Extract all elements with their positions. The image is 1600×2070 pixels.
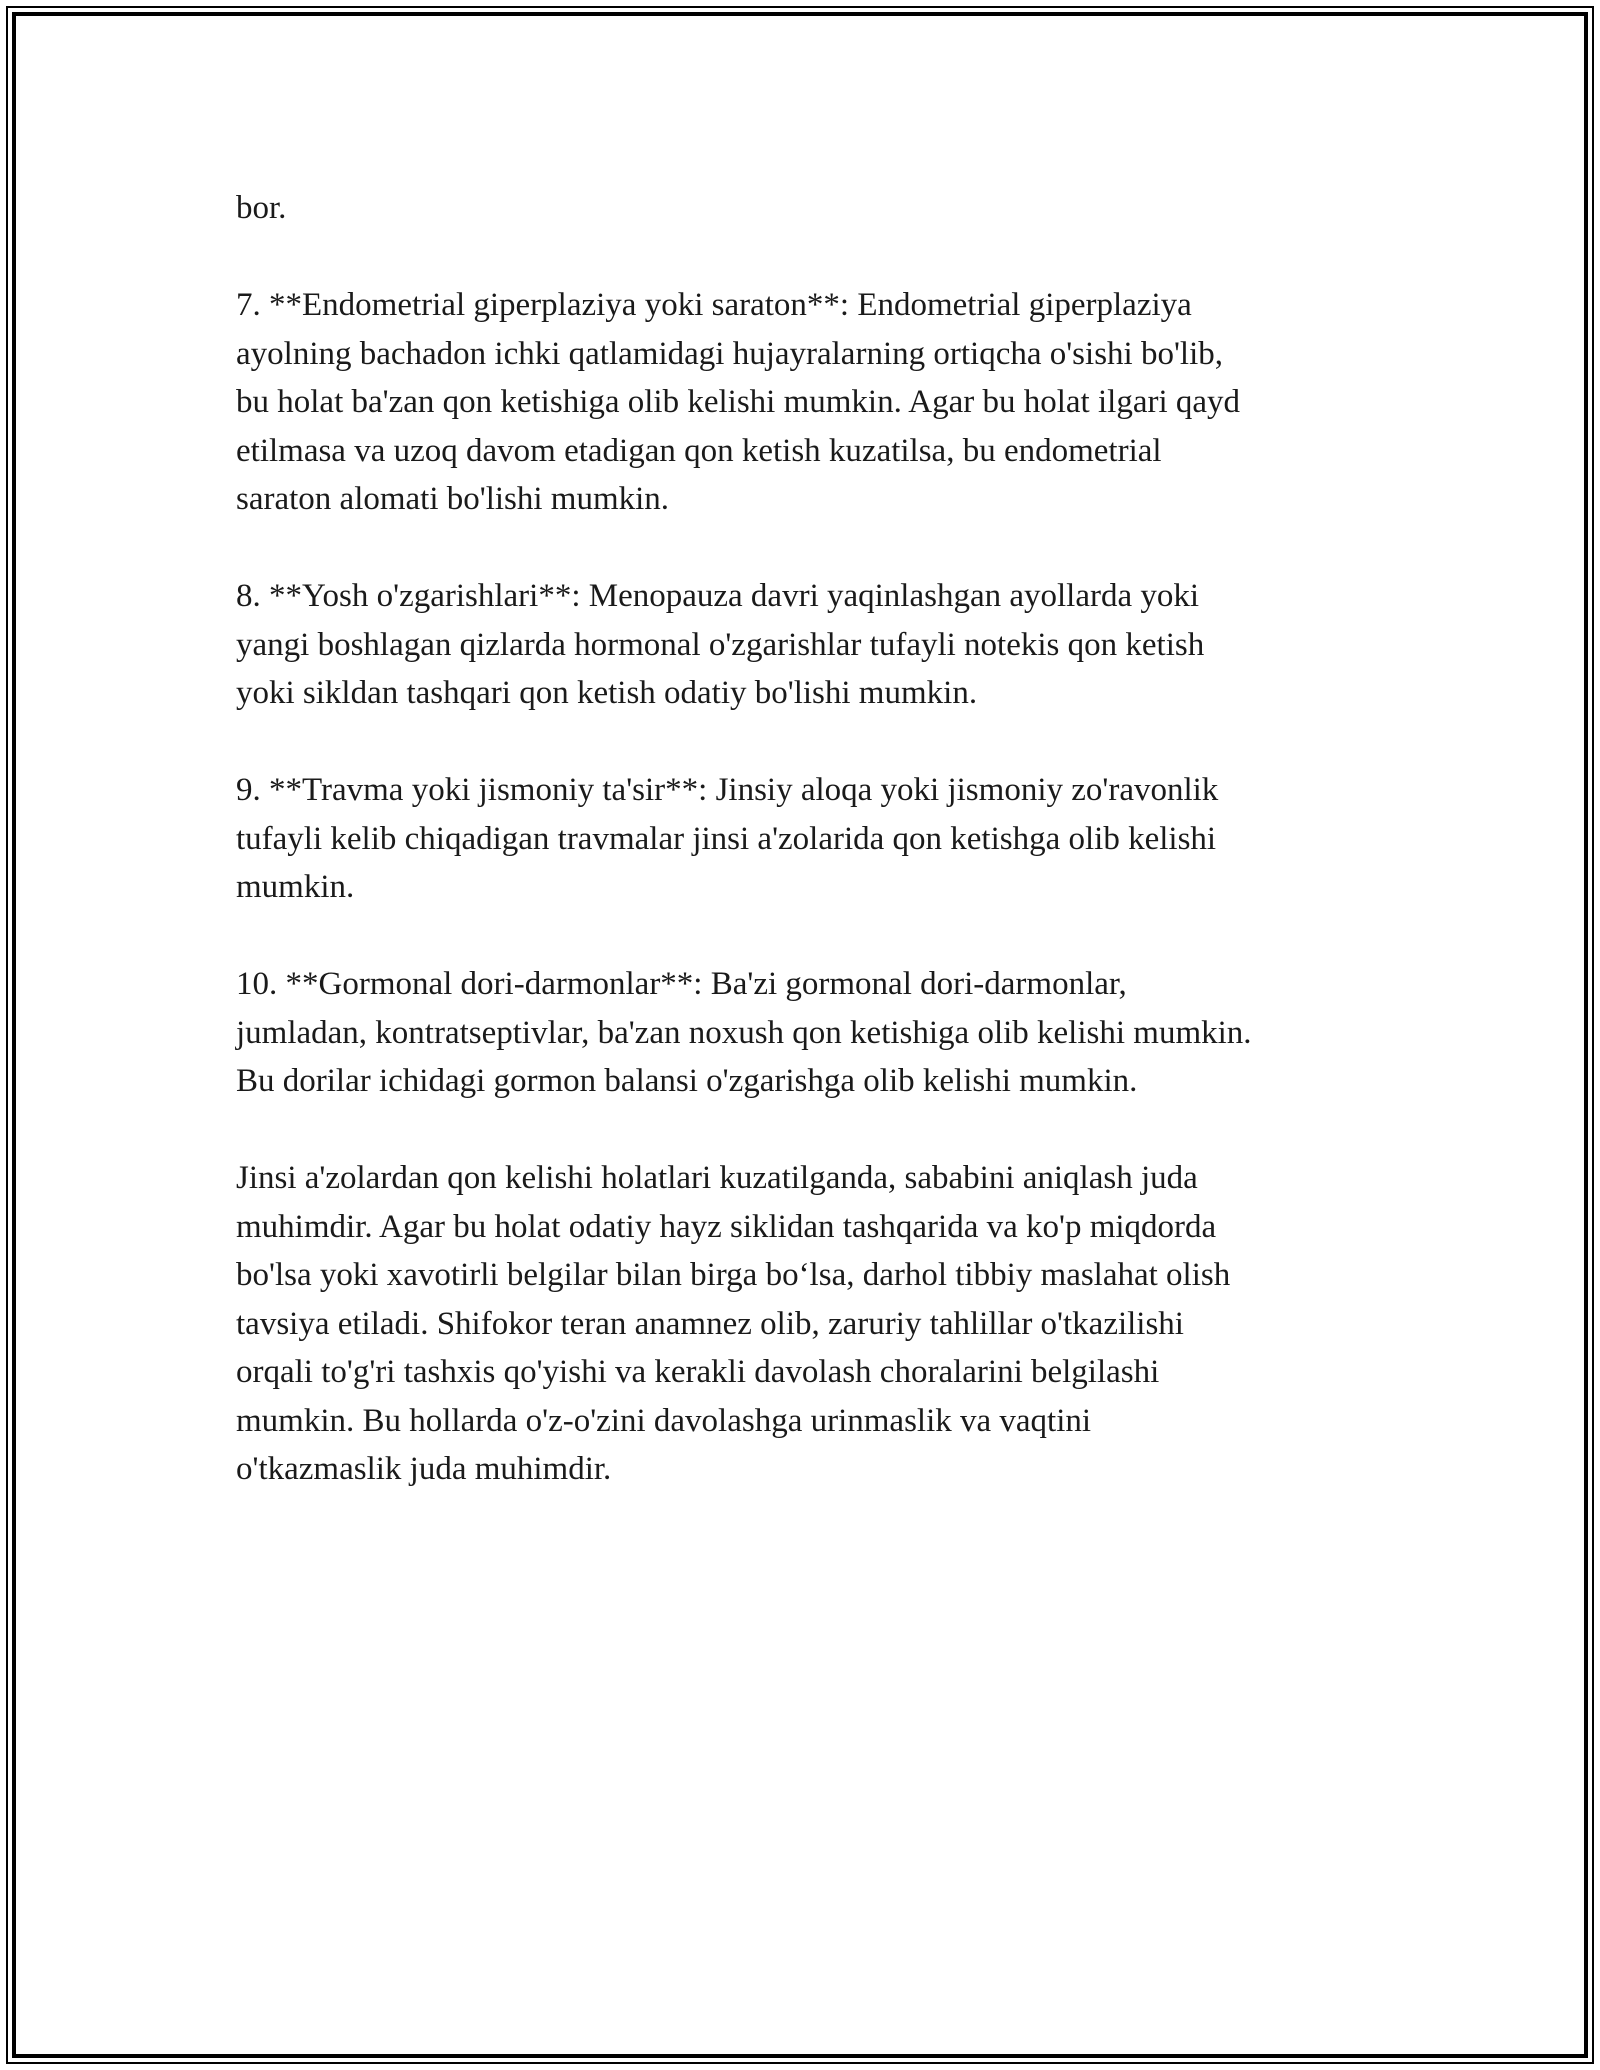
text-line: yangi boshlagan qizlarda hormonal o'zgarishlar tufayli notekis qon ketish bbox=[236, 626, 1205, 663]
text-line: ayolning bachadon ichki qatlamidagi hujayralarning ortiqcha o'sishi bo'lib, bbox=[236, 335, 1223, 372]
text-line: Bu dorilar ichidagi gormon balansi o'zgarishga olib kelishi mumkin. bbox=[236, 1063, 1138, 1099]
text-line: bor. bbox=[236, 190, 287, 226]
text-line: yoki sikldan tashqari qon ketish odatiy bo'lishi mumkin. bbox=[236, 675, 978, 711]
paragraph-continuation bbox=[236, 184, 1396, 233]
paragraph-item-9 bbox=[236, 766, 1396, 912]
text-line: bu holat ba'zan qon ketishiga olib kelishi mumkin. Agar bu holat ilgari qayd bbox=[236, 384, 1241, 420]
text-line: saraton alomati bo'lishi mumkin. bbox=[236, 481, 670, 517]
text-line: orqali to'g'ri tashxis qo'yishi va kerakli davolash choralarini belgilashi bbox=[236, 1354, 1160, 1390]
text-line: mumkin. bbox=[236, 869, 355, 905]
paragraph-item-7 bbox=[236, 281, 1396, 524]
text-line: mumkin. Bu hollarda o'z-o'zini davolashga urinmaslik va vaqtini bbox=[236, 1402, 1092, 1439]
paragraph-item-10 bbox=[236, 960, 1396, 1106]
text-line: 8. **Yosh o'zgarishlari**: Menopauza davri yaqinlashgan ayollarda yoki bbox=[236, 578, 1200, 614]
text-line: 10. **Gormonal dori-darmonlar**: Ba'zi gormonal dori-darmonlar, bbox=[236, 966, 1127, 1002]
text-line: 9. **Travma yoki jismoniy ta'sir**: Jinsiy aloqa yoki jismoniy zo'ravonlik bbox=[236, 772, 1219, 808]
text-line: etilmasa va uzoq davom etadigan qon ketish kuzatilsa, bu endometrial bbox=[236, 432, 1162, 469]
text-line: tavsiya etiladi. Shifokor teran anamnez olib, zaruriy tahlillar o'tkazilishi bbox=[236, 1305, 1184, 1342]
text-line: Jinsi a'zolardan qon kelishi holatlari kuzatilganda, sababini aniqlash juda bbox=[236, 1160, 1198, 1196]
text-line: tufayli kelib chiqadigan travmalar jinsi a'zolarida qon ketishga olib kelishi bbox=[236, 820, 1217, 857]
text-line: muhimdir. Agar bu holat odatiy hayz siklidan tashqarida va ko'p miqdorda bbox=[236, 1208, 1217, 1245]
text-line: bo'lsa yoki xavotirli belgilar bilan birga bo‘lsa, darhol tibbiy maslahat olish bbox=[236, 1257, 1231, 1293]
text-line: 7. **Endometrial giperplaziya yoki saraton**: Endometrial giperplaziya bbox=[236, 287, 1192, 323]
document-body bbox=[236, 184, 1396, 1542]
text-line: jumladan, kontratseptivlar, ba'zan noxush qon ketishiga olib kelishi mumkin. bbox=[236, 1014, 1252, 1051]
paragraph-item-8 bbox=[236, 572, 1396, 718]
paragraph-conclusion bbox=[236, 1154, 1396, 1494]
text-line: o'tkazmaslik juda muhimdir. bbox=[236, 1451, 612, 1487]
